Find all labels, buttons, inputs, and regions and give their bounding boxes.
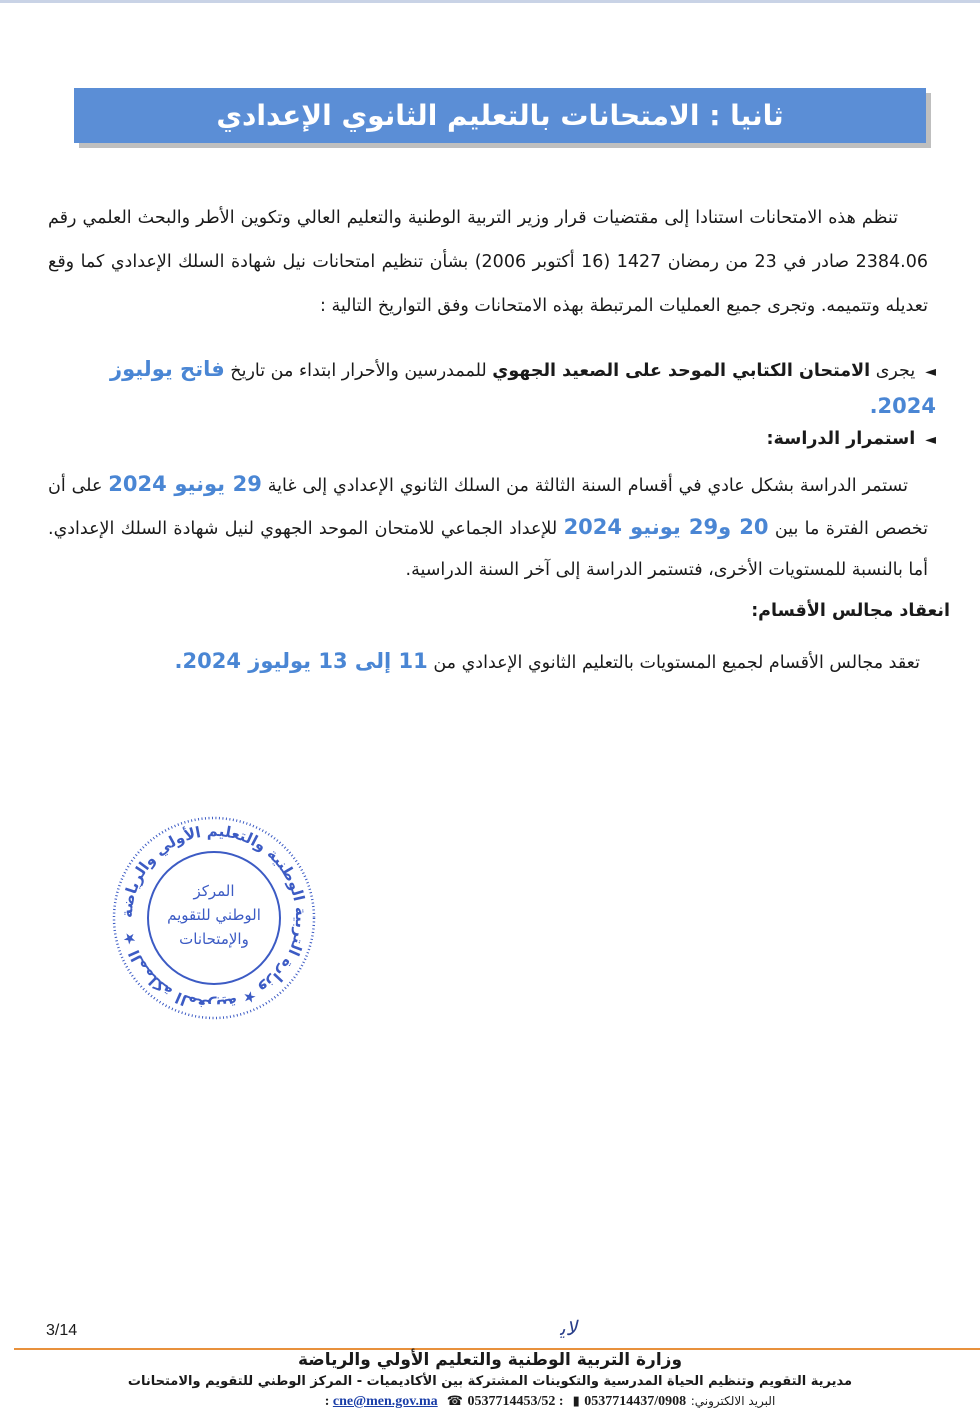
footer-directorate: مديرية التقويم وتنظيم الحياة المدرسية والتكوينات المشتركة بين الأكاديميات - المركز الوطني للتقويم والامتحانات (127, 1374, 853, 1389)
stamp-line-2: الوطني للتقويم (167, 906, 261, 924)
preparation-date-range: 20 و29 يونيو 2024 (563, 515, 769, 539)
continuation-text-a: تستمر الدراسة بشكل عادي في أقسام السنة الثالثة من السلك الثانوي الإعدادي إلى غاية (267, 476, 908, 496)
section-title: ثانيا : الامتحانات بالتعليم الثانوي الإعدادي (216, 99, 784, 132)
bullet-prefix: يجرى (875, 361, 916, 381)
phone-icon: ☎ (446, 1394, 463, 1409)
phone-number: 0537714453/52 : (467, 1394, 564, 1409)
bullet-middle-text: للممدرسين والأحرار ابتداء من تاريخ (230, 361, 487, 381)
email-label: البريد الالكتروني: (690, 1394, 776, 1408)
email-link[interactable]: cne@men.gov.ma (332, 1394, 438, 1409)
continuation-text-c: للإعداد الجماعي للامتحان الموحد الجهوي لنيل شهادة السلك الإعدادي. أما بالنسبة للمستويات الأخرى، فتستمر الدراسة إلى آخر السنة الدراسية. (48, 519, 928, 580)
bullet-bold-text: الامتحان الكتابي الموحد على الصعيد الجهوي (492, 361, 871, 381)
fax-number: 0537714437/0908 : (324, 1394, 687, 1409)
councils-text: تعقد مجالس الأقسام لجميع المستويات بالتعليم الثانوي الإعدادي من (433, 653, 920, 673)
page-number: 3/14 (46, 1322, 78, 1339)
continuation-text-b: على أن تخصص الفترة ما بين (48, 476, 928, 539)
footer-ministry: وزارة التربية الوطنية والتعليم الأولي والرياضة (297, 1350, 683, 1370)
footer-contacts (120, 1394, 980, 1410)
continuation-paragraph (48, 464, 928, 591)
stamp-outer-text: المملكة المغربية ★ وزارة التربية الوطنية والتعليم الأولي والرياضة ★ (117, 821, 311, 1015)
stamp-line-3: والإمتحانات (179, 930, 249, 948)
intro-paragraph: تنظم هذه الامتحانات استنادا إلى مقتضيات قرار وزير التربية الوطنية والتعليم العالي وتكوين الأطر والبحث العلمي رقم 2384.06 صادر في 23 من رمضان 1427 (16 أكتوبر 2006) بشأن تنظيم امتحانات نيل شهادة السلك الإعدادي كما وقع تعديله وتتميمه. وتجرى جميع العمليات المرتبطة بهذه الامتحانات وفق التواريخ التالية : (48, 208, 929, 316)
intro-section (48, 196, 928, 328)
official-stamp (108, 812, 320, 1024)
triangle-bullet-icon: ◄ (925, 364, 936, 380)
handwritten-initial: ﻻﻳ (560, 1316, 577, 1340)
continuation-section (48, 464, 928, 591)
page-top-edge (0, 0, 980, 3)
stamp-line-1: المركز (193, 882, 235, 900)
continuation-end-date: 29 يونيو 2024 (108, 472, 262, 496)
councils-heading: انعقاد مجالس الأقسام: (751, 601, 950, 621)
continuation-heading: استمرار الدراسة: (766, 429, 916, 449)
fax-icon: ▮ (572, 1394, 580, 1409)
bullet-continuation-heading (48, 424, 936, 455)
bullet-written-exam (48, 352, 936, 425)
councils-date: 11 إلى 13 يوليوز 2024. (174, 649, 428, 673)
councils-paragraph (48, 644, 920, 680)
section-title-band (74, 88, 926, 143)
triangle-bullet-icon: ◄ (925, 432, 936, 448)
exam-date: فاتح يوليوز 2024. (109, 357, 936, 418)
